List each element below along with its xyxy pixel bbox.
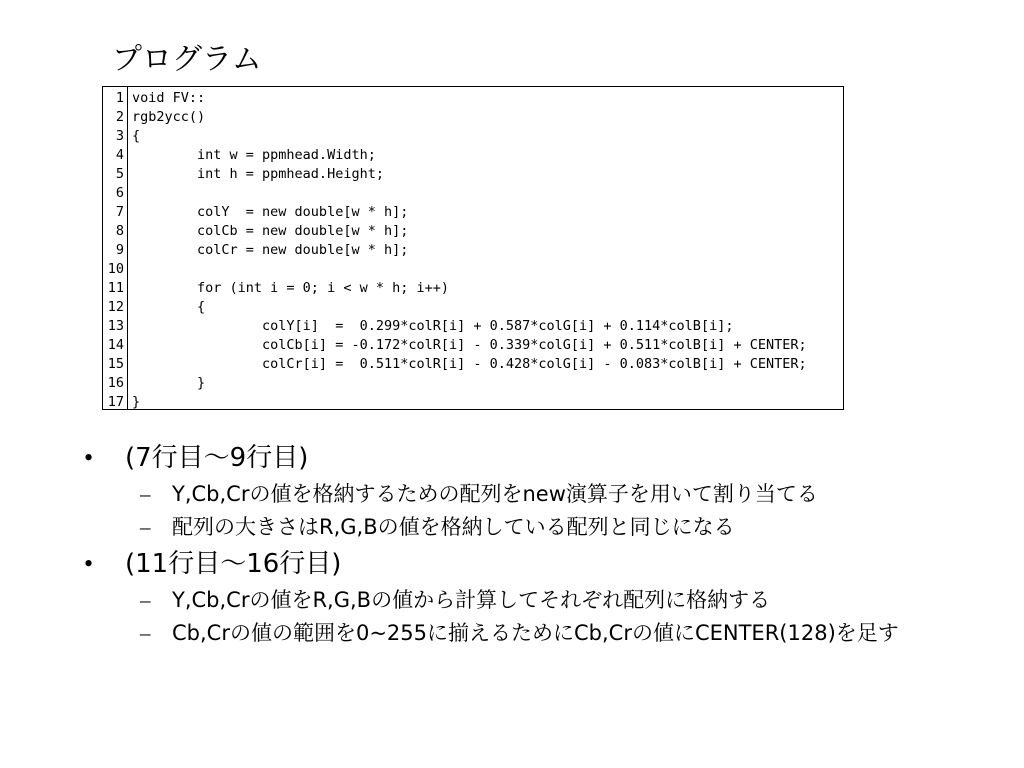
line-number: 7: [115, 204, 124, 220]
bullet-list: [84, 440, 964, 652]
code-listing: [102, 86, 844, 410]
line-text: {: [132, 299, 206, 315]
line-number: 5: [115, 166, 124, 182]
line-number: 17: [107, 394, 124, 410]
line-number: 4: [115, 147, 124, 163]
line-number: 13: [107, 318, 124, 334]
code-line: [103, 146, 843, 165]
line-number: 14: [107, 337, 124, 353]
code-line: [103, 355, 843, 374]
line-number: 3: [115, 128, 124, 144]
line-number: 2: [115, 109, 124, 125]
line-number: 9: [115, 242, 124, 258]
line-text: }: [132, 375, 206, 391]
sub-bullet: [84, 513, 964, 542]
code-lines: [103, 89, 843, 412]
sub-bullet-text: 配列の大きさはR,G,Bの値を格納している配列と同じになる: [172, 515, 735, 539]
sub-bullet-text: Cb,Crの値の範囲を0~255に揃えるためにCb,Crの値にCENTER(128)を足す: [172, 621, 899, 645]
bullet-heading: (11行目～16行目): [125, 549, 342, 579]
bullet-lines-11-16: [84, 546, 964, 582]
line-text: colCb[i] = -0.172*colR[i] - 0.339*colG[i] + 0.511*colB[i] + CENTER;: [132, 337, 807, 353]
code-line: [103, 317, 843, 336]
sub-bullet-text: Y,Cb,Crの値をR,G,Bの値から計算してそれぞれ配列に格納する: [172, 588, 771, 612]
line-number: 10: [107, 261, 124, 277]
line-number: 15: [107, 356, 124, 372]
bullet-lines-7-9: [84, 440, 964, 476]
code-line: [103, 222, 843, 241]
sub-bullet: [84, 619, 964, 648]
line-text: rgb2ycc(): [132, 109, 206, 125]
line-number: 6: [115, 185, 124, 201]
slide-title: プログラム: [112, 42, 262, 77]
code-line: [103, 203, 843, 222]
code-line: [103, 298, 843, 317]
line-text: }: [132, 394, 141, 410]
code-line: [103, 279, 843, 298]
line-number: 11: [107, 280, 124, 296]
code-line: [103, 393, 843, 412]
code-line: [103, 241, 843, 260]
line-number: 1: [115, 90, 124, 106]
bullet-dot: •: [84, 549, 94, 578]
code-line: [103, 127, 843, 146]
bullet-heading: (7行目～9行目): [125, 443, 309, 473]
line-text: void FV::: [132, 90, 206, 106]
dash-marker: –: [140, 621, 151, 645]
code-line: [103, 89, 843, 108]
line-text: colY = new double[w * h];: [132, 204, 409, 220]
bullet-dot: •: [84, 443, 94, 472]
line-number: 16: [107, 375, 124, 391]
sub-bullet-text: Y,Cb,Crの値を格納するための配列をnew演算子を用いて割り当てる: [172, 482, 818, 506]
code-line: [103, 374, 843, 393]
sub-bullet: [84, 480, 964, 509]
dash-marker: –: [140, 588, 151, 612]
line-text: colY[i] = 0.299*colR[i] + 0.587*colG[i] + 0.114*colB[i];: [132, 318, 734, 334]
dash-marker: –: [140, 515, 151, 539]
code-line: [103, 108, 843, 127]
code-line: [103, 260, 843, 279]
line-text: int h = ppmhead.Height;: [132, 166, 384, 182]
line-text: int w = ppmhead.Width;: [132, 147, 376, 163]
code-line: [103, 165, 843, 184]
line-text: for (int i = 0; i < w * h; i++): [132, 280, 449, 296]
line-number: 8: [115, 223, 124, 239]
line-text: colCb = new double[w * h];: [132, 223, 409, 239]
code-line: [103, 336, 843, 355]
dash-marker: –: [140, 482, 151, 506]
sub-bullet: [84, 586, 964, 615]
line-text: {: [132, 128, 141, 144]
line-number: 12: [107, 299, 124, 315]
code-line: [103, 184, 843, 203]
line-text: colCr = new double[w * h];: [132, 242, 409, 258]
line-text: colCr[i] = 0.511*colR[i] - 0.428*colG[i] - 0.083*colB[i] + CENTER;: [132, 356, 807, 372]
